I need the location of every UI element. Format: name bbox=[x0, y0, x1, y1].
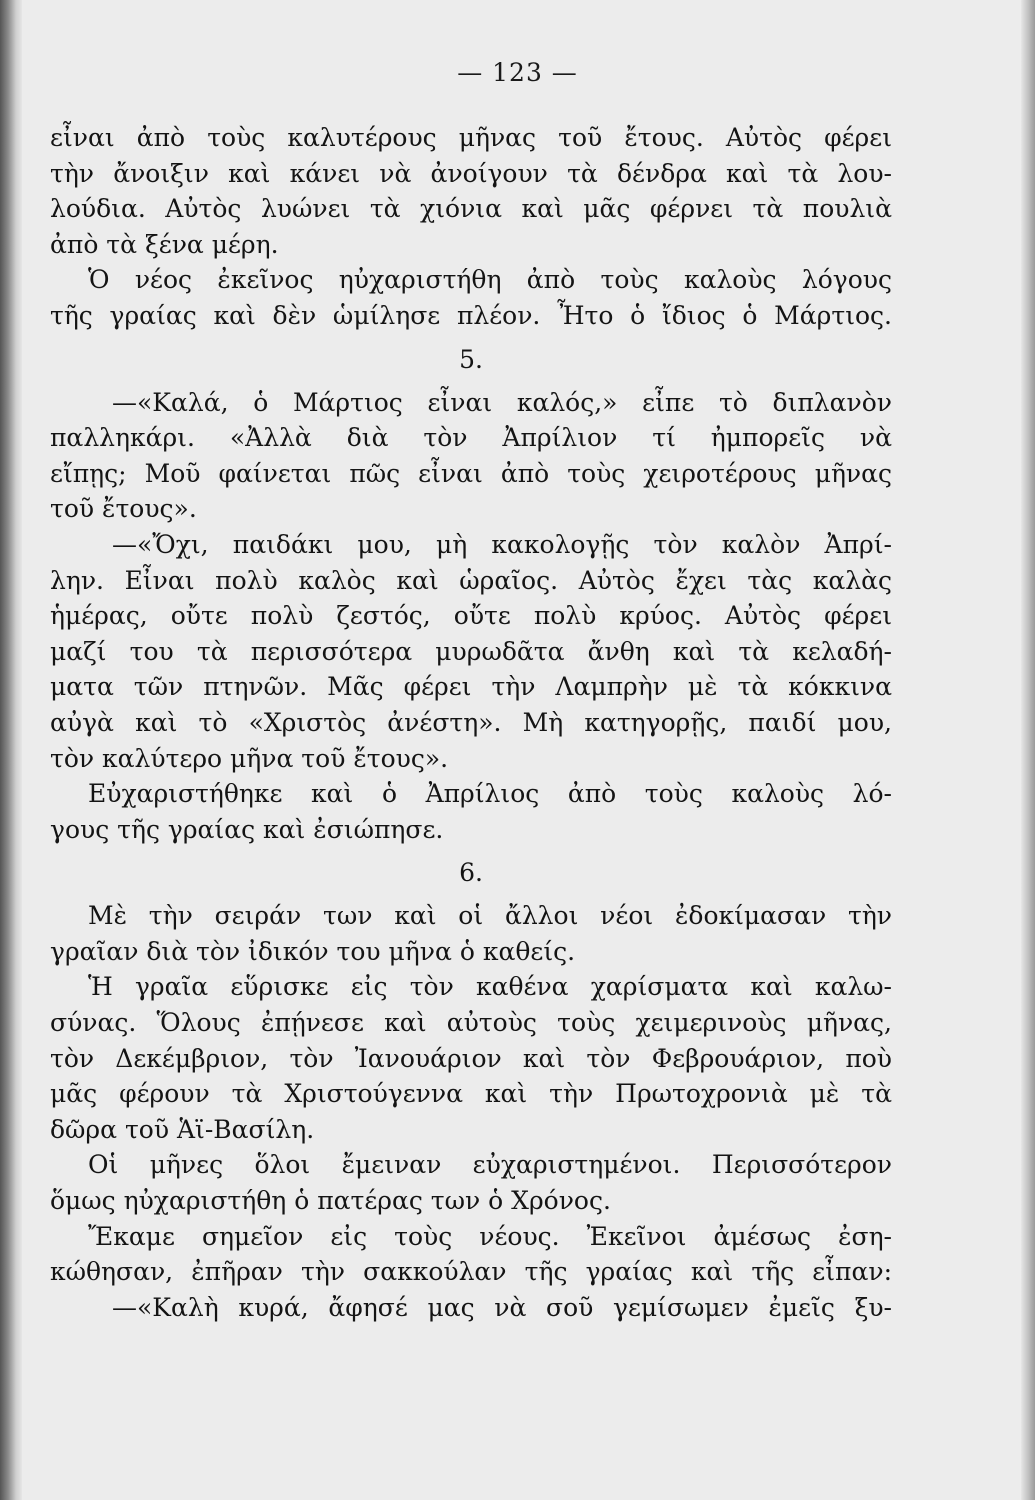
text-line: Εὐχαριστήθηκε καὶ ὁ Ἀπρίλιος ἀπὸ τοὺς καλοὺς λό- bbox=[88, 779, 892, 809]
text-line: εἴπῃς; Μοῦ φαίνεται πῶς εἶναι ἀπὸ τοὺς χειροτέρους μῆνας bbox=[50, 458, 892, 488]
text-line: τὸν Δεκέμβριον, τὸν Ἰανουάριον καὶ τὸν Φεβρουάριον, ποὺ bbox=[50, 1043, 892, 1073]
page-number: — 123 — bbox=[457, 58, 578, 87]
text-line: —«Ὄχι, παιδάκι μου, μὴ κακολογῇς τὸν καλὸν Ἀπρί- bbox=[112, 529, 892, 559]
text-line: Ὁ νέος ἐκεῖνος ηὐχαριστήθη ἀπὸ τοὺς καλοὺς λόγους bbox=[88, 265, 892, 295]
text-line: —«Καλὴ κυρά, ἄφησέ μας νὰ σοῦ γεμίσωμεν ἐμεῖς ξυ- bbox=[112, 1292, 892, 1322]
text-line: ὅμως ηὐχαριστήθη ὁ πατέρας των ὁ Χρόνος. bbox=[50, 1186, 611, 1216]
body-text bbox=[50, 120, 892, 1325]
text-line: ἡμέρας, οὔτε πολὺ ζεστός, οὔτε πολὺ κρύος. Αὐτὸς φέρει bbox=[50, 601, 892, 631]
section-heading-5: 5. bbox=[459, 344, 483, 374]
text-line: τὴν ἄνοιξιν καὶ κάνει νὰ ἀνοίγουν τὰ δένδρα καὶ τὰ λου- bbox=[50, 158, 892, 188]
text-line: Μὲ τὴν σειράν των καὶ οἱ ἄλλοι νέοι ἐδοκίμασαν τὴν bbox=[88, 901, 892, 931]
text-line: ἀπὸ τὰ ξένα μέρη. bbox=[50, 229, 279, 259]
text-line: γραῖαν διὰ τὸν ἰδικόν του μῆνα ὁ καθείς. bbox=[50, 936, 576, 966]
page-edge-shadow bbox=[1021, 0, 1035, 1500]
text-line: λην. Εἶναι πολὺ καλὸς καὶ ὡραῖος. Αὐτὸς ἔχει τὰς καλὰς bbox=[50, 565, 892, 595]
text-line: παλληκάρι. «Ἀλλὰ διὰ τὸν Ἀπρίλιον τί ἠμπορεῖς νὰ bbox=[50, 423, 892, 453]
text-line: Οἱ μῆνες ὅλοι ἔμειναν εὐχαριστημένοι. Περισσότερον bbox=[88, 1150, 892, 1180]
text-line: μαζί του τὰ περισσότερα μυρωδᾶτα ἄνθη καὶ τὰ κελαδή- bbox=[50, 636, 892, 666]
text-line: τοῦ ἔτους». bbox=[50, 494, 197, 524]
book-spine-shadow bbox=[0, 0, 22, 1500]
text-line: κώθησαν, ἐπῆραν τὴν σακκούλαν τῆς γραίας καὶ τῆς εἶπαν: bbox=[50, 1257, 892, 1287]
section-heading-6: 6. bbox=[459, 858, 483, 888]
text-line: Ἔκαμε σημεῖον εἰς τοὺς νέους. Ἐκεῖνοι ἀμέσως ἐση- bbox=[88, 1221, 892, 1251]
text-line: λούδια. Αὐτὸς λυώνει τὰ χιόνια καὶ μᾶς φέρνει τὰ πουλιὰ bbox=[50, 194, 892, 224]
text-line: ματα τῶν πτηνῶν. Μᾶς φέρει τὴν Λαμπρὴν μὲ τὰ κόκκινα bbox=[50, 672, 892, 702]
text-line: τῆς γραίας καὶ δὲν ὡμίλησε πλέον. Ἦτο ὁ ἴδιος ὁ Μάρτιος. bbox=[50, 300, 892, 330]
text-line: γους τῆς γραίας καὶ ἐσιώπησε. bbox=[50, 814, 444, 844]
text-line: τὸν καλύτερο μῆνα τοῦ ἔτους». bbox=[50, 743, 449, 773]
text-line: Ἡ γραῖα εὕρισκε εἰς τὸν καθένα χαρίσματα καὶ καλω- bbox=[88, 972, 892, 1002]
text-line: εἶναι ἀπὸ τοὺς καλυτέρους μῆνας τοῦ ἔτους. Αὐτὸς φέρει bbox=[50, 123, 892, 152]
text-line: —«Καλά, ὁ Μάρτιος εἶναι καλός,» εἶπε τὸ διπλανὸν bbox=[112, 387, 892, 417]
text-line: αὐγὰ καὶ τὸ «Χριστὸς ἀνέστη». Μὴ κατηγορῇς, παιδί μου, bbox=[50, 707, 892, 737]
text-line: μᾶς φέρουν τὰ Χριστούγεννα καὶ τὴν Πρωτοχρονιὰ μὲ τὰ bbox=[50, 1079, 892, 1109]
text-line: δῶρα τοῦ Ἁϊ-Βασίλη. bbox=[50, 1114, 315, 1144]
text-line: σύνας. Ὅλους ἐπῄνεσε καὶ αὐτοὺς τοὺς χειμερινοὺς μῆνας, bbox=[50, 1008, 892, 1038]
